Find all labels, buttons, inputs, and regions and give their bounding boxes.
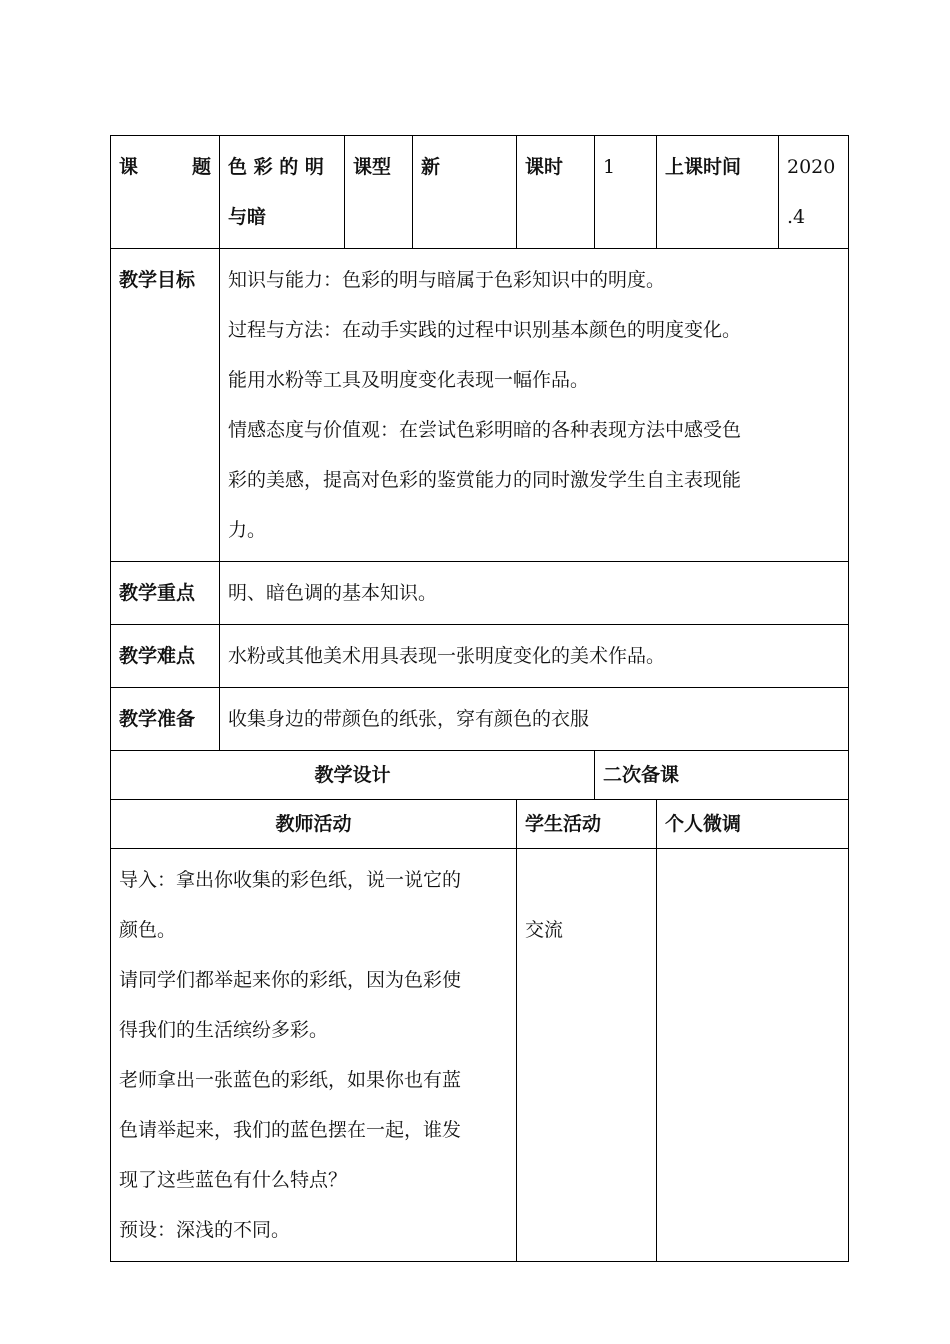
key-points-label: 教学重点 — [111, 562, 220, 625]
teacher-line: 色请举起来，我们的蓝色摆在一起，谁发 — [119, 1119, 462, 1141]
difficulties-label: 教学难点 — [111, 625, 220, 688]
difficulties-value: 水粉或其他美术用具表现一张明度变化的美术作品。 — [220, 625, 849, 688]
teacher-line: 导入：拿出你收集的彩色纸，说一说它的 — [119, 869, 462, 891]
type-value: 新 — [413, 136, 517, 249]
key-points-value: 明、暗色调的基本知识。 — [220, 562, 849, 625]
teacher-line: 预设：深浅的不同。 — [119, 1219, 291, 1241]
teacher-activity-header: 教师活动 — [111, 800, 517, 849]
objective-line: 过程与方法：在动手实践的过程中识别基本颜色的明度变化。 — [228, 319, 742, 341]
lesson-plan-table — [110, 135, 849, 1262]
design-columns-row — [111, 800, 849, 849]
objectives-row — [111, 249, 849, 562]
adjust-notes — [657, 849, 849, 1262]
second-prep-header: 二次备课 — [595, 751, 849, 800]
student-line — [525, 855, 648, 905]
teacher-line: 请同学们都举起来你的彩纸，因为色彩使 — [119, 969, 462, 991]
teacher-line: 得我们的生活缤纷多彩。 — [119, 1019, 329, 1041]
lesson-plan-sheet — [110, 135, 848, 1262]
hours-value: 1 — [595, 136, 657, 249]
design-title-row — [111, 751, 849, 800]
preparation-value: 收集身边的带颜色的纸张，穿有颜色的衣服 — [220, 688, 849, 751]
student-line: 交流 — [525, 919, 564, 941]
objective-line: 情感态度与价值观：在尝试色彩明暗的各种表现方法中感受色 — [228, 419, 742, 441]
header-row — [111, 136, 849, 249]
time-label: 上课时间 — [657, 136, 779, 249]
objectives-label: 教学目标 — [111, 249, 220, 562]
student-activities — [517, 849, 657, 1262]
objective-line: 知识与能力：色彩的明与暗属于色彩知识中的明度。 — [228, 269, 666, 291]
objectives-content — [220, 249, 849, 562]
preparation-label: 教学准备 — [111, 688, 220, 751]
design-title: 教学设计 — [111, 751, 595, 800]
objective-line: 能用水粉等工具及明度变化表现一幅作品。 — [228, 369, 590, 391]
teacher-activities — [111, 849, 517, 1262]
teacher-line: 老师拿出一张蓝色的彩纸，如果你也有蓝 — [119, 1069, 462, 1091]
topic-value: 色 彩 的 明 与暗 — [220, 136, 345, 249]
student-activity-header: 学生活动 — [517, 800, 657, 849]
preparation-row — [111, 688, 849, 751]
difficulties-row — [111, 625, 849, 688]
objective-line: 彩的美感，提高对色彩的鉴赏能力的同时激发学生自主表现能 — [228, 469, 742, 491]
objective-line: 力。 — [228, 519, 267, 541]
key-points-row — [111, 562, 849, 625]
type-label: 课型 — [345, 136, 413, 249]
teacher-line: 颜色。 — [119, 919, 177, 941]
hours-label: 课时 — [517, 136, 595, 249]
activities-row — [111, 849, 849, 1262]
time-value: 2020 .4 — [779, 136, 849, 249]
adjust-header: 个人微调 — [657, 800, 849, 849]
topic-label: 课 题 — [111, 136, 220, 249]
teacher-line: 现了这些蓝色有什么特点？ — [119, 1169, 348, 1191]
